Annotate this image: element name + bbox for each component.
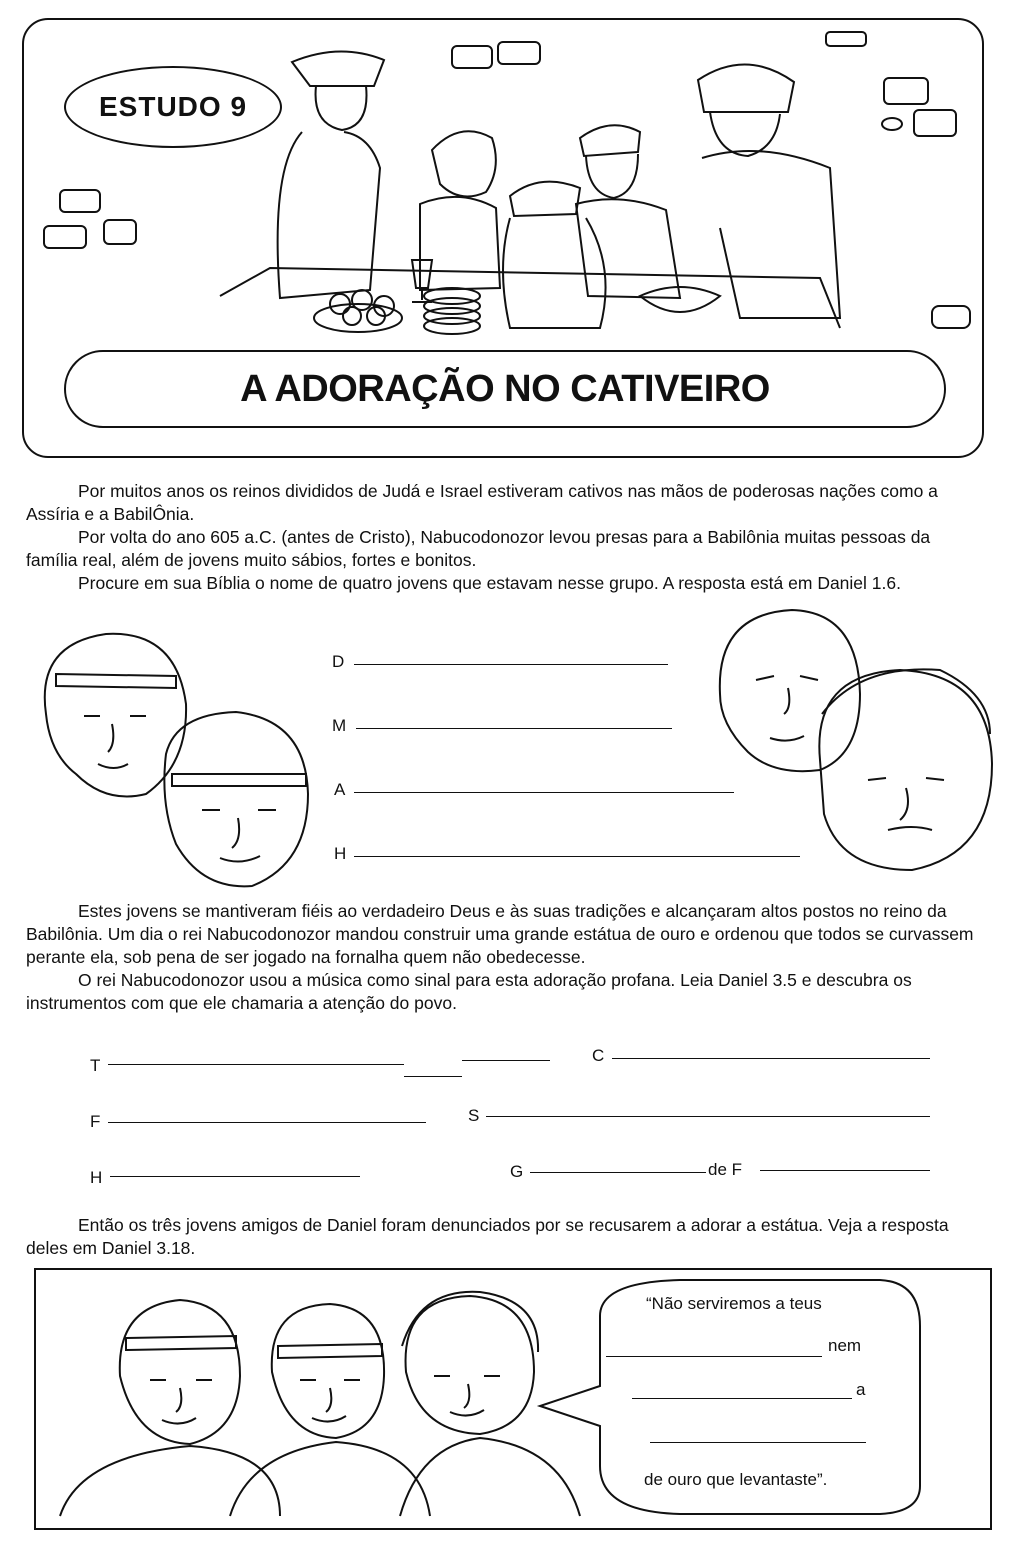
bowl [640,287,720,312]
brick [44,226,86,248]
speech-blank-2[interactable] [632,1398,852,1399]
figure-servant-hat [292,51,384,86]
instrument-c-label: C [592,1046,605,1065]
page-title: A ADORAÇÃO NO CATIVEIRO [64,350,946,428]
instrument-h-blank[interactable] [110,1176,360,1177]
figure-servant-2-body [702,151,840,318]
name-m-label: M [332,716,347,735]
speech-line-1: “Não serviremos a teus [646,1294,822,1313]
name-h-label: H [334,844,347,863]
answer-illustration [40,1276,990,1526]
friend-1-shoulders [60,1446,280,1516]
speech-blank-1[interactable] [606,1356,822,1357]
final-paragraph: Então os três jovens amigos de Daniel foram denunciados por se recusarem a adorar a estátua. Veja a resposta deles em Daniel 3.18. [26,1215,949,1258]
intro-text [26,480,986,595]
figure-servant-2-face [710,112,780,156]
speech-nem: nem [828,1336,862,1355]
face-2 [164,712,308,886]
instrument-t-blank-3[interactable] [462,1060,550,1061]
curly-hair [822,669,990,734]
headband-1 [56,674,176,688]
brick [932,306,970,328]
figure-servant-face [316,86,367,130]
brick [826,32,866,46]
intro-paragraph-3: Procure em sua Bíblia o nome de quatro jovens que estavam nesse grupo. A resposta está em Daniel 1.6. [78,573,901,593]
brick [452,46,492,68]
instrument-h-label: H [90,1168,103,1187]
figure-back-hat [510,182,580,216]
instrument-s-blank[interactable] [486,1116,930,1117]
instrument-f-label: F [90,1112,101,1131]
friend-1-headband [126,1336,236,1350]
instrument-f-blank[interactable] [108,1122,426,1123]
final-text [26,1214,986,1260]
instrument-de-f-blank[interactable] [760,1170,930,1171]
instrument-de-f-label: de F [708,1160,743,1179]
study-label: ESTUDO 9 [64,66,282,148]
name-h-blank[interactable] [354,856,800,857]
brick [60,190,100,212]
instrument-c-blank[interactable] [612,1058,930,1059]
header-illustration [40,28,980,348]
faces-right-illustration [700,604,1000,880]
speech-last-line: de ouro que levantaste”. [644,1470,828,1489]
middle-paragraph-2: O rei Nabucodonozor usou a música como sinal para esta adoração profana. Leia Daniel 3.5 e descubra os instrumentos com que ele chamaria a atenção do povo. [26,970,912,1013]
figure-servant-body [278,132,380,298]
figure-young-2-face [586,154,638,198]
faces-left-illustration [26,624,326,904]
brick [498,42,540,64]
brick [882,118,902,130]
face-4 [819,670,992,870]
instrument-g-blank[interactable] [530,1172,706,1173]
cup [412,260,432,302]
middle-paragraph-1: Estes jovens se mantiveram fiéis ao verdadeiro Deus e às suas tradições e alcançaram altos postos no reino da Babilônia. Um dia o rei Nabucodonozor mandou construir uma grande estátua de ouro e ordenou que todos se curvassem perante ela, sob pena de ser jogado na fornalha quem não obedecesse. [26,901,974,967]
name-a-blank[interactable] [354,792,734,793]
instrument-t-blank-2[interactable] [404,1076,462,1077]
instrument-g-label: G [510,1162,524,1181]
name-d-blank[interactable] [354,664,668,665]
brick [914,110,956,136]
brick [104,220,136,244]
brick [884,78,928,104]
instrument-s-label: S [468,1106,480,1125]
headband-2 [172,774,306,786]
friend-2-face [272,1304,384,1438]
friend-2-shoulders [230,1442,430,1516]
friend-2-headband [278,1344,382,1358]
speech-a: a [856,1380,866,1399]
name-a-label: A [334,780,346,799]
middle-text [26,900,986,1015]
instrument-t-label: T [90,1056,101,1075]
friend-1-face [120,1300,240,1444]
figure-young-1-head [432,131,496,196]
figure-young-2-turban [580,125,640,156]
name-m-blank[interactable] [356,728,672,729]
instrument-t-blank[interactable] [108,1064,404,1065]
figure-young-2-body [576,199,680,298]
friend-3-face [406,1296,534,1434]
figure-servant-2-turban [698,64,794,112]
speech-blank-3[interactable] [650,1442,866,1443]
friend-3-curly-hair [402,1292,538,1352]
name-d-label: D [332,652,345,671]
figure-young-1-body [420,197,500,290]
intro-paragraph-2: Por volta do ano 605 a.C. (antes de Cristo), Nabucodonozor levou presas para a Babilônia muitas pessoas da família real, além de jovens muito sábios, fortes e bonitos. [26,527,931,570]
intro-paragraph-1: Por muitos anos os reinos divididos de Judá e Israel estiveram cativos nas mãos de poderosas nações como a Assíria e a BabilÔnia. [26,481,938,524]
